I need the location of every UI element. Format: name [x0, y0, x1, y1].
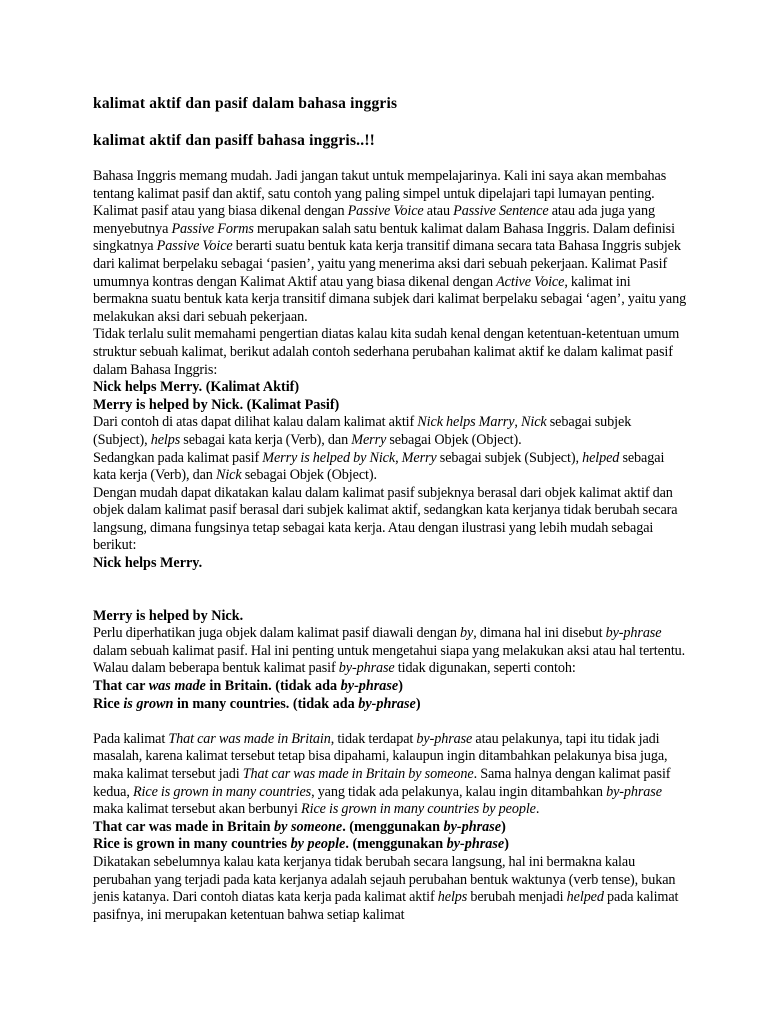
document-title: kalimat aktif dan pasif dalam bahasa inggris	[93, 95, 398, 112]
document-subtitle: kalimat aktif dan pasiff bahasa inggris..!!	[93, 132, 376, 149]
paragraph-summary: Dengan mudah dapat dikatakan kalau dalam kalimat pasif subjeknya berasal dari objek kalimat aktif dan objek dalam kalimat pasif berasal dari subjek kalimat aktif, sedangkan kata kerjanya tidak berubah secara langsung, dimana fungsinya tetap sebagai kata kerja. Atau dengan ilustrasi yang lebih mudah sebagai berikut:	[93, 484, 678, 554]
example-with-by-phrase-2: Rice is grown in many countries by people. (menggunakan by-phrase)	[93, 836, 509, 853]
paragraph-passive-analysis: Sedangkan pada kalimat pasif Merry is helped by Nick, Merry sebagai subjek (Subject), helped sebagai kata kerja (Verb), dan Nick sebagai Objek (Object).	[93, 449, 665, 484]
example-active-illustration: Nick helps Merry.	[93, 555, 203, 572]
paragraph-by-phrase-explanation: Pada kalimat That car was made in Britain, tidak terdapat by-phrase atau pelakunya, tapi itu tidak jadi masalah, karena kalimat tersebut tetap bisa dipahami, kalaupun ingin ditambahkan pelakunya bisa juga, maka kalimat tersebut jadi That car was made in Britain by someone. Sama halnya dengan kalimat pasif kedua, Rice is grown in many countries, yang tidak ada pelakunya, kalau ingin ditambahkan by-phrase maka kalimat tersebut akan berbunyi Rice is grown in many countries by people.	[93, 730, 671, 818]
paragraph-intro: Bahasa Inggris memang mudah. Jadi jangan takut untuk mempelajarinya. Kali ini saya akan membahas tentang kalimat pasif dan aktif, satu contoh yang paling simpel untuk dipelajari tapi lumayan penting. Kalimat pasif atau yang biasa dikenal dengan Passive Voice atau Passive Sentence atau ada juga yang menyebutnya Passive Forms merupakan salah satu bentuk kalimat dalam Bahasa Inggris. Dalam definisi singkatnya Passive Voice berarti suatu bentuk kata kerja transitif dimana secara tata Bahasa Inggris subjek dari kalimat berpelaku sebagai ‘pasien’, yaitu yang menerima aksi dari sebuah pekerjaan. Kalimat Pasif umumnya kontras dengan Kalimat Aktif atau yang biasa dikenal dengan Active Voice, kalimat ini bermakna suatu bentuk kata kerja transitif dimana subjek dari kalimat berpelaku sebagai ‘agen’, yaitu yang melakukan aksi dari sebuah pekerjaan.	[93, 168, 687, 325]
paragraph-explanation: Tidak terlalu sulit memahami pengertian diatas kalau kita sudah kenal dengan ketentuan-ketentuan umum struktur sebuah kalimat, berikut adalah contoh sederhana perubahan kalimat aktif ke dalam kalimat pasif dalam Bahasa Inggris:	[93, 326, 680, 378]
paragraph-by-phrase: Perlu diperhatikan juga objek dalam kalimat pasif diawali dengan by, dimana hal ini disebut by-phrase dalam sebuah kalimat pasif. Hal ini penting untuk mengetahui siapa yang melakukan aksi atau hal tertentu. Walau dalam beberapa bentuk kalimat pasif by-phrase tidak digunakan, seperti contoh:	[93, 625, 686, 677]
example-passive: Merry is helped by Nick. (Kalimat Pasif)	[93, 396, 340, 413]
example-no-by-phrase-2: Rice is grown in many countries. (tidak ada by-phrase)	[93, 695, 421, 712]
example-no-by-phrase-1: That car was made in Britain. (tidak ada by-phrase)	[93, 678, 403, 695]
example-passive-illustration: Merry is helped by Nick.	[93, 607, 244, 624]
illustration-space	[93, 573, 688, 608]
example-with-by-phrase-1: That car was made in Britain by someone. (menggunakan by-phrase)	[93, 818, 506, 835]
paragraph-active-analysis: Dari contoh di atas dapat dilihat kalau dalam kalimat aktif Nick helps Marry, Nick sebagai subjek (Subject), helps sebagai kata kerja (Verb), dan Merry sebagai Objek (Object).	[93, 414, 632, 448]
example-active: Nick helps Merry. (Kalimat Aktif)	[93, 379, 300, 396]
paragraph-spacer	[93, 713, 688, 731]
paragraph-verb-tense: Dikatakan sebelumnya kalau kata kerjanya tidak berubah secara langsung, hal ini bermakna kalau perubahan yang terjadi pada kata kerjanya adalah sejauh perubahan bentuk waktunya (verb tense), bukan jenis katanya. Dari contoh diatas kata kerja pada kalimat aktif helps berubah menjadi helped pada kalimat pasifnya, ini merupakan ketentuan bahwa setiap kalimat	[93, 853, 679, 923]
